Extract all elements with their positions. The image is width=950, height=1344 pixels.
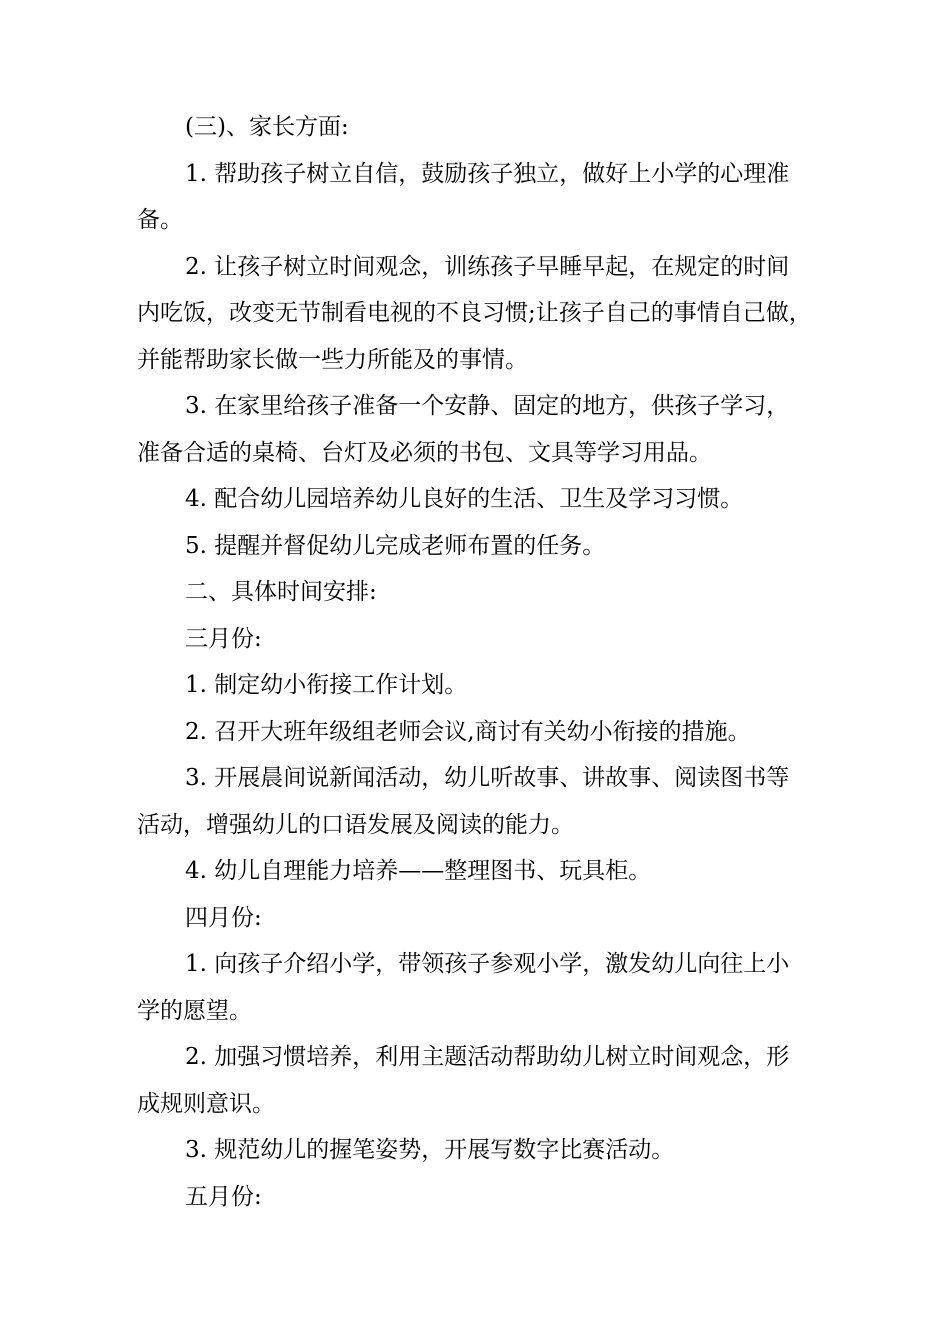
- paragraph-line: 3. 在家里给孩子准备一个安静、固定的地方，供孩子学习，: [185, 393, 790, 419]
- paragraph-line: 2. 召开大班年级组老师会议,商讨有关幼小衔接的措施。: [185, 718, 751, 745]
- paragraph-line: 5. 提醒并督促幼儿完成老师布置的任务。: [185, 532, 606, 559]
- paragraph-line: 3. 开展晨间说新闻活动，幼儿听故事、讲故事、阅读图书等: [185, 765, 790, 791]
- paragraph-line: 成规则意识。: [137, 1090, 275, 1117]
- month-heading-may: 五月份:: [185, 1183, 262, 1210]
- section-heading-parents: (三)、家长方面:: [185, 114, 349, 140]
- paragraph-line: 1. 向孩子介绍小学，带领孩子参观小学，激发幼儿向往上小: [185, 951, 790, 977]
- paragraph-line: 准备合适的桌椅、台灯及必须的书包、文具等学习用品。: [137, 439, 712, 466]
- month-heading-march: 三月份:: [185, 625, 262, 652]
- document-body: [137, 104, 837, 1220]
- paragraph-line: 2. 加强习惯培养，利用主题活动帮助幼儿树立时间观念，形: [185, 1044, 790, 1070]
- paragraph-line: 4. 幼儿自理能力培养——整理图书、玩具柜。: [185, 858, 652, 884]
- paragraph-line: 内吃饭，改变无节制看电视的不良习惯;让孩子自己的事情自己做，: [137, 300, 812, 326]
- paragraph-line: 学的愿望。: [137, 997, 252, 1024]
- paragraph-line: 4. 配合幼儿园培养幼儿良好的生活、卫生及学习习惯。: [185, 486, 744, 512]
- paragraph-line: 3. 规范幼儿的握笔姿势，开展写数字比赛活动。: [185, 1137, 675, 1163]
- paragraph-line: 活动，增强幼儿的口语发展及阅读的能力。: [137, 811, 574, 838]
- paragraph-line: 2. 让孩子树立时间观念，训练孩子早睡早起，在规定的时间: [185, 253, 790, 280]
- paragraph-line: 备。: [137, 207, 183, 233]
- paragraph-line: 1. 制定幼小衔接工作计划。: [185, 672, 468, 698]
- section-heading-schedule: 二、具体时间安排:: [185, 579, 377, 605]
- month-heading-april: 四月份:: [185, 904, 262, 931]
- paragraph-line: 1. 帮助孩子树立自信，鼓励孩子独立，做好上小学的心理准: [185, 160, 790, 187]
- paragraph-line: 并能帮助家长做一些力所能及的事情。: [137, 346, 528, 373]
